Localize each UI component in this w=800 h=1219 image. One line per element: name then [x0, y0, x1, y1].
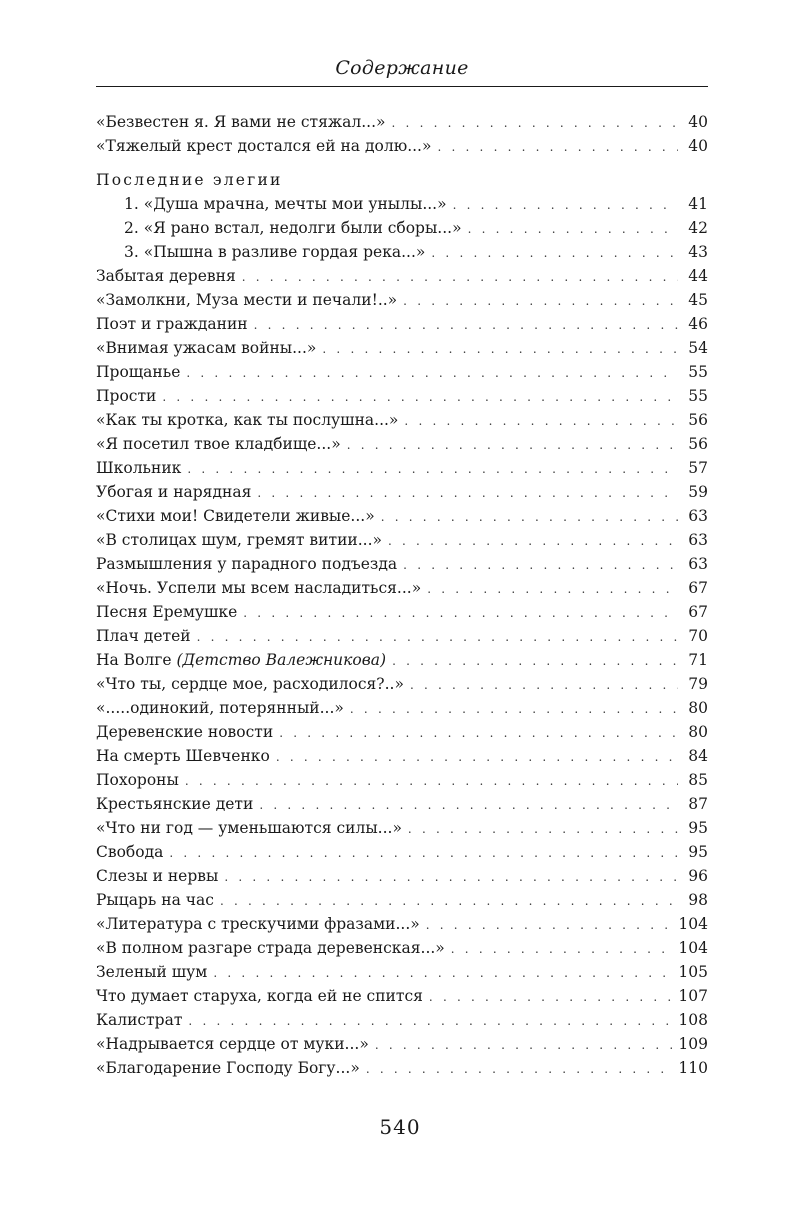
toc-entry-page: 80: [688, 723, 708, 741]
dot-leader: [427, 577, 678, 601]
toc-entry-title: «Тяжелый крест достался ей на долю...»: [96, 137, 432, 155]
toc-entry-title: На смерть Шевченко: [96, 747, 270, 765]
toc-entry-page: 85: [688, 771, 708, 789]
toc-entry: [96, 696, 708, 720]
toc-entry: [96, 456, 708, 480]
toc-entry-page: 95: [688, 819, 708, 837]
toc-entry-title: 2. «Я рано встал, недолги были сборы...»: [124, 219, 462, 237]
toc-entry: [96, 480, 708, 504]
toc-entry-title: «Я посетил твое кладбище...»: [96, 435, 341, 453]
toc-entry-page: 56: [688, 435, 708, 453]
toc-entry-page: 42: [688, 219, 708, 237]
toc-entry: [96, 912, 708, 936]
toc-entry-page: 43: [688, 243, 708, 261]
dot-leader: [347, 433, 678, 457]
dot-leader: [188, 1009, 672, 1033]
dot-leader: [404, 409, 678, 433]
toc-entry-page: 54: [688, 339, 708, 357]
toc-entry-title: «В полном разгаре страда деревенская...»: [96, 939, 445, 957]
toc-entry: [96, 552, 708, 576]
toc-entry-page: 104: [678, 939, 708, 957]
dot-leader: [366, 1057, 673, 1081]
dot-leader: [197, 625, 678, 649]
running-header-title: Содержание: [335, 57, 469, 79]
toc-entry-page: 67: [688, 603, 708, 621]
table-of-contents: [96, 110, 708, 1080]
toc-entry-page: 71: [688, 651, 708, 669]
toc-entry-title: «Внимая ужасам войны...»: [96, 339, 317, 357]
toc-entry-title: Деревенские новости: [96, 723, 274, 741]
dot-leader: [388, 529, 678, 553]
toc-entry: [96, 792, 708, 816]
toc-entry: [96, 264, 708, 288]
toc-entry: [96, 576, 708, 600]
toc-entry-title: «Безвестен я. Я вами не стяжал...»: [96, 113, 386, 131]
toc-entry-page: 63: [688, 531, 708, 549]
toc-entry: [96, 888, 708, 912]
toc-entry: [96, 648, 708, 672]
toc-entry-title: «В столицах шум, гремят витии...»: [96, 531, 382, 549]
toc-entry: [96, 864, 708, 888]
toc-entry-title: Прощанье: [96, 363, 181, 381]
toc-entry-page: 87: [688, 795, 708, 813]
dot-leader: [220, 889, 678, 913]
toc-entry: [96, 504, 708, 528]
toc-entry-page: 63: [688, 507, 708, 525]
toc-entry-subtitle: (Детство Валежникова): [176, 651, 387, 669]
toc-entry-page: 55: [688, 363, 708, 381]
toc-entry-title: 1. «Душа мрачна, мечты мои унылы...»: [124, 195, 447, 213]
dot-leader: [187, 457, 678, 481]
toc-entry-page: 96: [688, 867, 708, 885]
toc-entry-title: Крестьянские дети: [96, 795, 254, 813]
toc-entry-page: 95: [688, 843, 708, 861]
toc-entry: [96, 960, 708, 984]
toc-entry-title: Похороны: [96, 771, 179, 789]
toc-entry-page: 41: [688, 195, 708, 213]
toc-entry-title: «Стихи мои! Свидетели живые...»: [96, 507, 375, 525]
toc-entry: [96, 720, 708, 744]
dot-leader: [403, 289, 678, 313]
toc-entry-title: Зеленый шум: [96, 963, 208, 981]
toc-entry-page: 67: [688, 579, 708, 597]
dot-leader: [381, 505, 678, 529]
toc-entry-page: 107: [678, 987, 708, 1005]
toc-entry: [96, 600, 708, 624]
toc-entry: [96, 432, 708, 456]
toc-entry-page: 98: [688, 891, 708, 909]
toc-entry-page: 108: [678, 1011, 708, 1029]
toc-entry-title: «Благодарение Господу Богу...»: [96, 1059, 360, 1077]
toc-section-heading: Последние элегии: [96, 171, 283, 189]
toc-entry: [96, 984, 708, 1008]
toc-entry-title: «Что ни год — уменьшаются силы...»: [96, 819, 402, 837]
toc-entry: [96, 384, 708, 408]
toc-entry-title: [96, 648, 392, 672]
toc-subentry: [96, 192, 708, 216]
toc-entry-page: 59: [688, 483, 708, 501]
toc-entry-title: Плач детей: [96, 627, 191, 645]
dot-leader: [408, 817, 678, 841]
toc-entry-page: 40: [688, 137, 708, 155]
toc-entry-title: 3. «Пышна в разливе гордая река...»: [124, 243, 426, 261]
dot-leader: [254, 313, 678, 337]
toc-entry-page: 104: [678, 915, 708, 933]
toc-entry-title: Забытая деревня: [96, 267, 236, 285]
toc-entry-title: Песня Еремушке: [96, 603, 238, 621]
toc-entry-page: 45: [688, 291, 708, 309]
toc-entry-page: 44: [688, 267, 708, 285]
dot-leader: [257, 481, 678, 505]
dot-leader: [403, 553, 678, 577]
toc-entry-title: «Замолкни, Муза мести и печали!..»: [96, 291, 398, 309]
toc-entry-title-main: На Волге: [96, 651, 172, 669]
toc-entry: [96, 312, 708, 336]
dot-leader: [392, 649, 678, 673]
dot-leader: [224, 865, 678, 889]
toc-entry-page: 56: [688, 411, 708, 429]
toc-entry: [96, 936, 708, 960]
dot-leader: [350, 697, 678, 721]
toc-entry-title: Школьник: [96, 459, 182, 477]
dot-leader: [451, 937, 673, 961]
toc-entry-title: Убогая и нарядная: [96, 483, 252, 501]
dot-leader: [213, 961, 672, 985]
toc-subentry: [96, 216, 708, 240]
dot-leader: [453, 193, 678, 217]
toc-entry: [96, 1032, 708, 1056]
toc-entry-page: 63: [688, 555, 708, 573]
dot-leader: [186, 361, 678, 385]
toc-entry-page: 70: [688, 627, 708, 645]
dot-leader: [431, 241, 678, 265]
page-number: 540: [379, 1115, 421, 1139]
dot-leader: [279, 721, 678, 745]
toc-entry-page: 55: [688, 387, 708, 405]
dot-leader: [426, 913, 673, 937]
toc-entry-title: «Литература с трескучими фразами...»: [96, 915, 420, 933]
toc-entry-title: Калистрат: [96, 1011, 183, 1029]
dot-leader: [437, 135, 678, 159]
toc-entry-page: 84: [688, 747, 708, 765]
toc-entry-title: «.....одинокий, потерянный...»: [96, 699, 344, 717]
toc-entry-title: «Что ты, сердце мое, расходилося?..»: [96, 675, 404, 693]
toc-entry-title: Что думает старуха, когда ей не спится: [96, 987, 423, 1005]
dot-leader: [243, 601, 678, 625]
toc-entry: [96, 768, 708, 792]
toc-entry: [96, 110, 708, 134]
dot-leader: [259, 793, 678, 817]
toc-entry-title: «Как ты кротка, как ты послушна...»: [96, 411, 399, 429]
toc-entry: [96, 672, 708, 696]
toc-entry: [96, 1008, 708, 1032]
toc-subentry: [96, 240, 708, 264]
toc-entry: [96, 288, 708, 312]
toc-entry-page: 46: [688, 315, 708, 333]
toc-entry-title: Свобода: [96, 843, 164, 861]
toc-entry: [96, 624, 708, 648]
toc-entry: [96, 360, 708, 384]
toc-entry-title: Прости: [96, 387, 157, 405]
toc-entry-title: «Ночь. Успели мы всем насладиться...»: [96, 579, 422, 597]
toc-entry-page: 109: [678, 1035, 708, 1053]
toc-entry-page: 40: [688, 113, 708, 131]
dot-leader: [162, 385, 678, 409]
toc-entry: [96, 336, 708, 360]
dot-leader: [322, 337, 678, 361]
dot-leader: [392, 111, 678, 135]
dot-leader: [169, 841, 678, 865]
dot-leader: [468, 217, 678, 241]
toc-entry-title: Поэт и гражданин: [96, 315, 248, 333]
toc-entry: [96, 134, 708, 158]
toc-entry-page: 79: [688, 675, 708, 693]
toc-entry: [96, 1056, 708, 1080]
dot-leader: [242, 265, 678, 289]
toc-entry-title: Размышления у парадного подъезда: [96, 555, 398, 573]
dot-leader: [185, 769, 678, 793]
dot-leader: [429, 985, 672, 1009]
toc-entry-title: Рыцарь на час: [96, 891, 214, 909]
toc-entry-title: Слезы и нервы: [96, 867, 219, 885]
dot-leader: [410, 673, 678, 697]
toc-entry: [96, 528, 708, 552]
header-rule: [96, 86, 708, 87]
toc-entry-page: 80: [688, 699, 708, 717]
toc-entry-page: 57: [688, 459, 708, 477]
toc-entry-page: 110: [678, 1059, 708, 1077]
dot-leader: [375, 1033, 673, 1057]
dot-leader: [276, 745, 678, 769]
toc-entry: [96, 816, 708, 840]
toc-entry: [96, 840, 708, 864]
toc-entry-title: «Надрывается сердце от муки...»: [96, 1035, 369, 1053]
toc-entry: [96, 408, 708, 432]
toc-entry: [96, 744, 708, 768]
toc-entry-page: 105: [678, 963, 708, 981]
